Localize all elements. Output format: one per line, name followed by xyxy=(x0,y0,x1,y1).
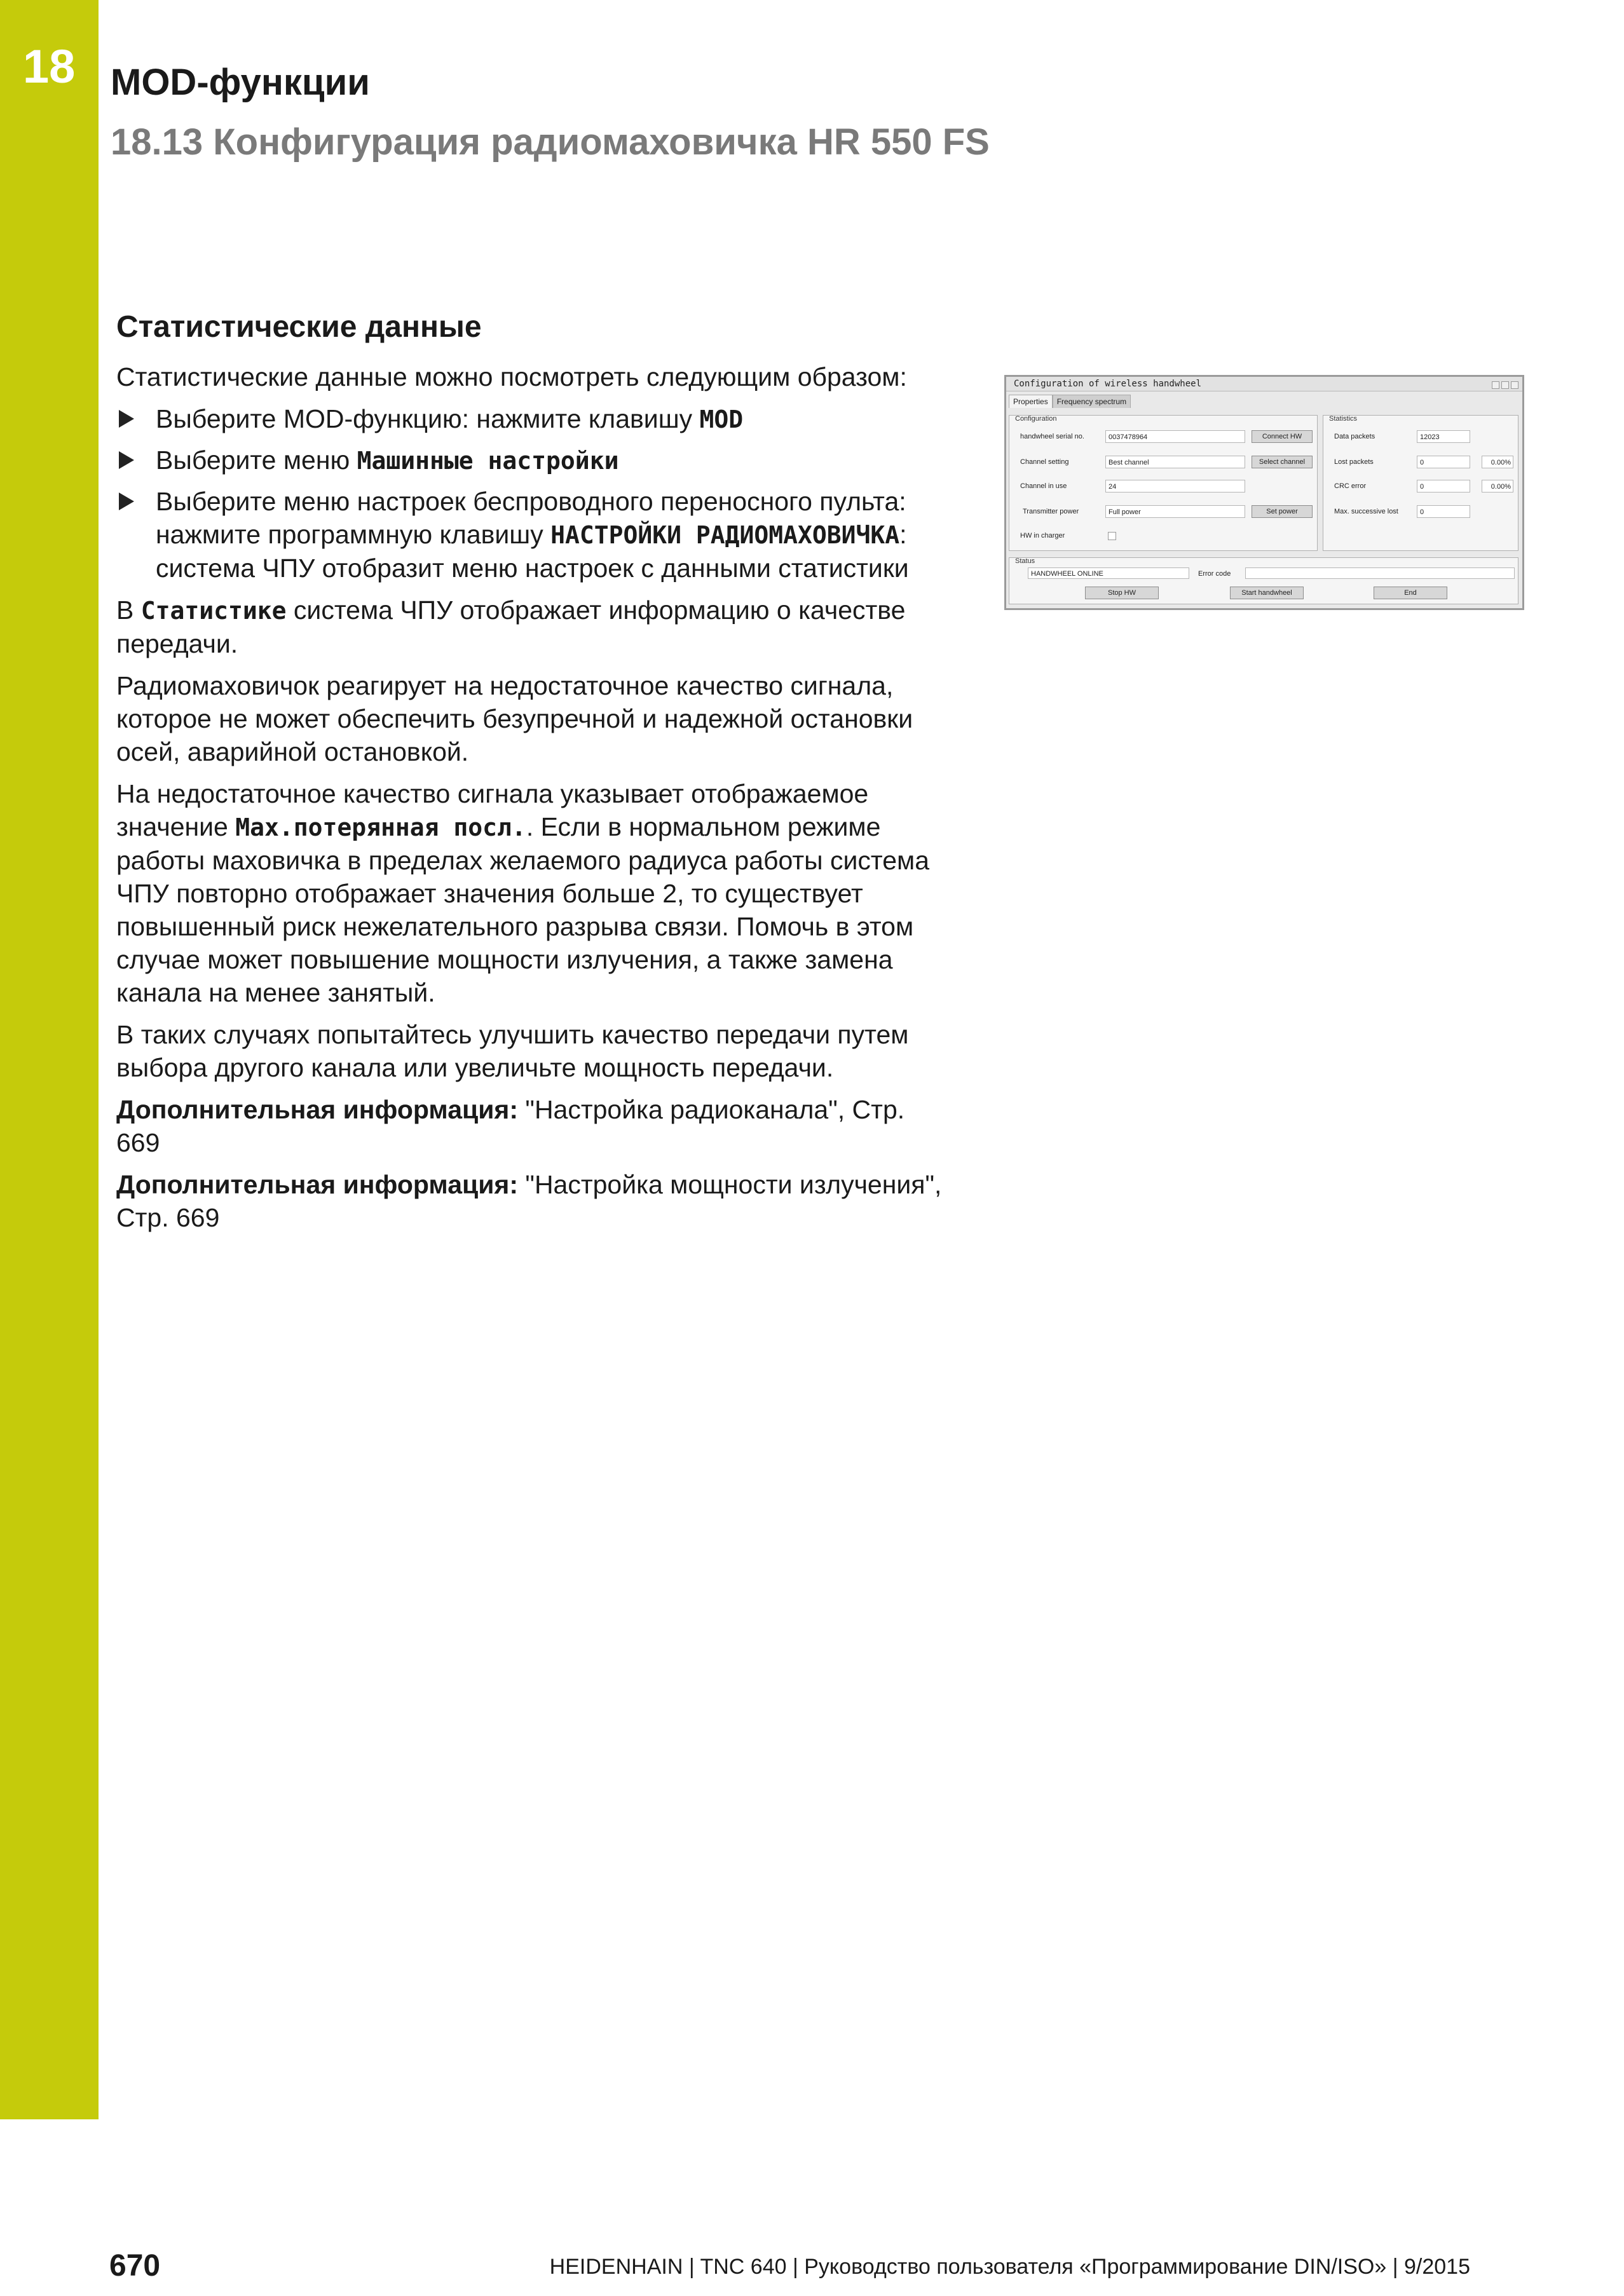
step-text-after: : система ЧПУ отобразит меню настроек с данными статистики xyxy=(156,520,909,583)
crc-error-percent: 0.00% xyxy=(1482,480,1513,492)
chapter-sidebar xyxy=(0,0,99,2119)
tab-properties[interactable]: Properties xyxy=(1009,395,1053,408)
step-arrow-icon xyxy=(119,451,134,469)
connect-hw-button[interactable]: Connect HW xyxy=(1252,430,1313,443)
dialog-titlebar xyxy=(1006,377,1522,391)
step-text: Выберите меню xyxy=(156,445,357,475)
key-term: Max.потерянная посл. xyxy=(235,813,526,841)
more-info-label: Дополнительная информация: xyxy=(116,1170,518,1199)
stop-hw-button[interactable]: Stop HW xyxy=(1085,587,1159,599)
main-content xyxy=(116,308,943,1243)
lost-packets-label: Lost packets xyxy=(1334,458,1374,466)
start-handwheel-button[interactable]: Start handwheel xyxy=(1230,587,1304,599)
data-packets-label: Data packets xyxy=(1334,433,1375,440)
max-successive-lost-label: Max. successive lost xyxy=(1334,508,1398,515)
end-button[interactable]: End xyxy=(1374,587,1447,599)
text: На недостаточное качество сигнала указывает отображаемое значение xyxy=(116,779,869,841)
channel-setting-label: Channel setting xyxy=(1020,458,1069,466)
step-key: НАСТРОЙКИ РАДИОМАХОВИЧКА xyxy=(550,521,900,549)
chapter-number: 18 xyxy=(23,40,76,93)
more-info xyxy=(116,1168,943,1234)
step-item xyxy=(116,485,943,585)
set-power-button[interactable]: Set power xyxy=(1252,505,1313,518)
step-key: Машинные настройки xyxy=(357,447,619,475)
error-code-label: Error code xyxy=(1198,570,1231,578)
transmitter-power-field: Full power xyxy=(1105,505,1245,518)
crc-error-field: 0 xyxy=(1417,480,1470,492)
section-title: 18.13 Конфигурация радиомаховичка HR 550 FS xyxy=(111,121,990,163)
more-info-link[interactable]: "Настройка радиоканала", Стр. 669 xyxy=(116,1095,905,1157)
step-item xyxy=(116,444,943,477)
close-icon[interactable] xyxy=(1511,381,1518,389)
page-number: 670 xyxy=(109,2249,161,2283)
channel-setting-field: Best channel xyxy=(1105,456,1245,468)
hw-in-charger-checkbox[interactable] xyxy=(1108,532,1116,540)
hw-in-charger-label: HW in charger xyxy=(1020,532,1065,540)
lost-packets-percent: 0.00% xyxy=(1482,456,1513,468)
subsection-heading: Статистические данные xyxy=(116,310,482,344)
serial-label: handwheel serial no. xyxy=(1020,433,1084,440)
step-text: Выберите MOD-функцию: нажмите клавишу xyxy=(156,404,700,433)
step-text: Выберите меню настроек беспроводного переносного пульта: нажмите программную клавишу xyxy=(156,487,906,549)
statistics-group-label: Statistics xyxy=(1329,415,1358,423)
key-term: Статистике xyxy=(140,597,287,625)
error-code-field xyxy=(1245,567,1515,579)
more-info-label: Дополнительная информация: xyxy=(116,1095,518,1124)
text: . Если в нормальном режиме работы маховичка в пределах желаемого радиуса работы система ЧПУ повторно отображает значения больше 2, то существует повышенный риск нежелательного разрыва связи. Помочь в этом случае может повышение мощности излучения, а также замена канала на менее занятый. xyxy=(116,812,930,1007)
minimize-icon[interactable] xyxy=(1492,381,1499,389)
steps-list xyxy=(116,402,943,585)
maximize-icon[interactable] xyxy=(1501,381,1509,389)
configuration-group-label: Configuration xyxy=(1015,415,1057,423)
paragraph: В таких случаях попытайтесь улучшить качество передачи путем выбора другого канала или увеличьте мощность передачи. xyxy=(116,1020,909,1082)
step-arrow-icon xyxy=(119,410,134,428)
paragraph xyxy=(116,594,943,660)
chapter-title: MOD-функции xyxy=(111,62,370,103)
data-packets-field: 12023 xyxy=(1417,430,1470,443)
window-buttons xyxy=(1490,379,1518,393)
channel-in-use-field: 24 xyxy=(1105,480,1245,492)
text: система ЧПУ отображает информацию о качестве передачи. xyxy=(116,595,906,658)
transmitter-power-label: Transmitter power xyxy=(1023,508,1079,515)
paragraph xyxy=(116,777,943,1009)
dialog-title: Configuration of wireless handwheel xyxy=(1014,379,1202,389)
text: В xyxy=(116,595,141,625)
more-info xyxy=(116,1093,943,1159)
more-info-link[interactable]: "Настройка мощности излучения", Стр. 669 xyxy=(116,1170,942,1232)
lost-packets-field: 0 xyxy=(1417,456,1470,468)
dialog-tabs xyxy=(1009,395,1131,407)
serial-field: 0037478964 xyxy=(1105,430,1245,443)
status-group-label: Status xyxy=(1015,557,1035,565)
channel-in-use-label: Channel in use xyxy=(1020,482,1067,490)
step-key: MOD xyxy=(699,405,744,433)
status-field: HANDWHEEL ONLINE xyxy=(1028,567,1189,579)
wireless-handwheel-dialog-screenshot xyxy=(1004,375,1524,610)
max-successive-lost-field: 0 xyxy=(1417,505,1470,518)
tab-frequency-spectrum[interactable]: Frequency spectrum xyxy=(1053,395,1131,408)
crc-error-label: CRC error xyxy=(1334,482,1367,490)
step-arrow-icon xyxy=(119,492,134,510)
step-item xyxy=(116,402,943,436)
paragraph: Радиомаховичок реагирует на недостаточное качество сигнала, которое не может обеспечить безупречной и надежной остановки осей, аварийной остановкой. xyxy=(116,671,913,766)
select-channel-button[interactable]: Select channel xyxy=(1252,456,1313,468)
footer-text: HEIDENHAIN | TNC 640 | Руководство пользователя «Программирование DIN/ISO» | 9/2015 xyxy=(549,2255,1470,2279)
intro-paragraph: Статистические данные можно посмотреть следующим образом: xyxy=(116,362,907,391)
